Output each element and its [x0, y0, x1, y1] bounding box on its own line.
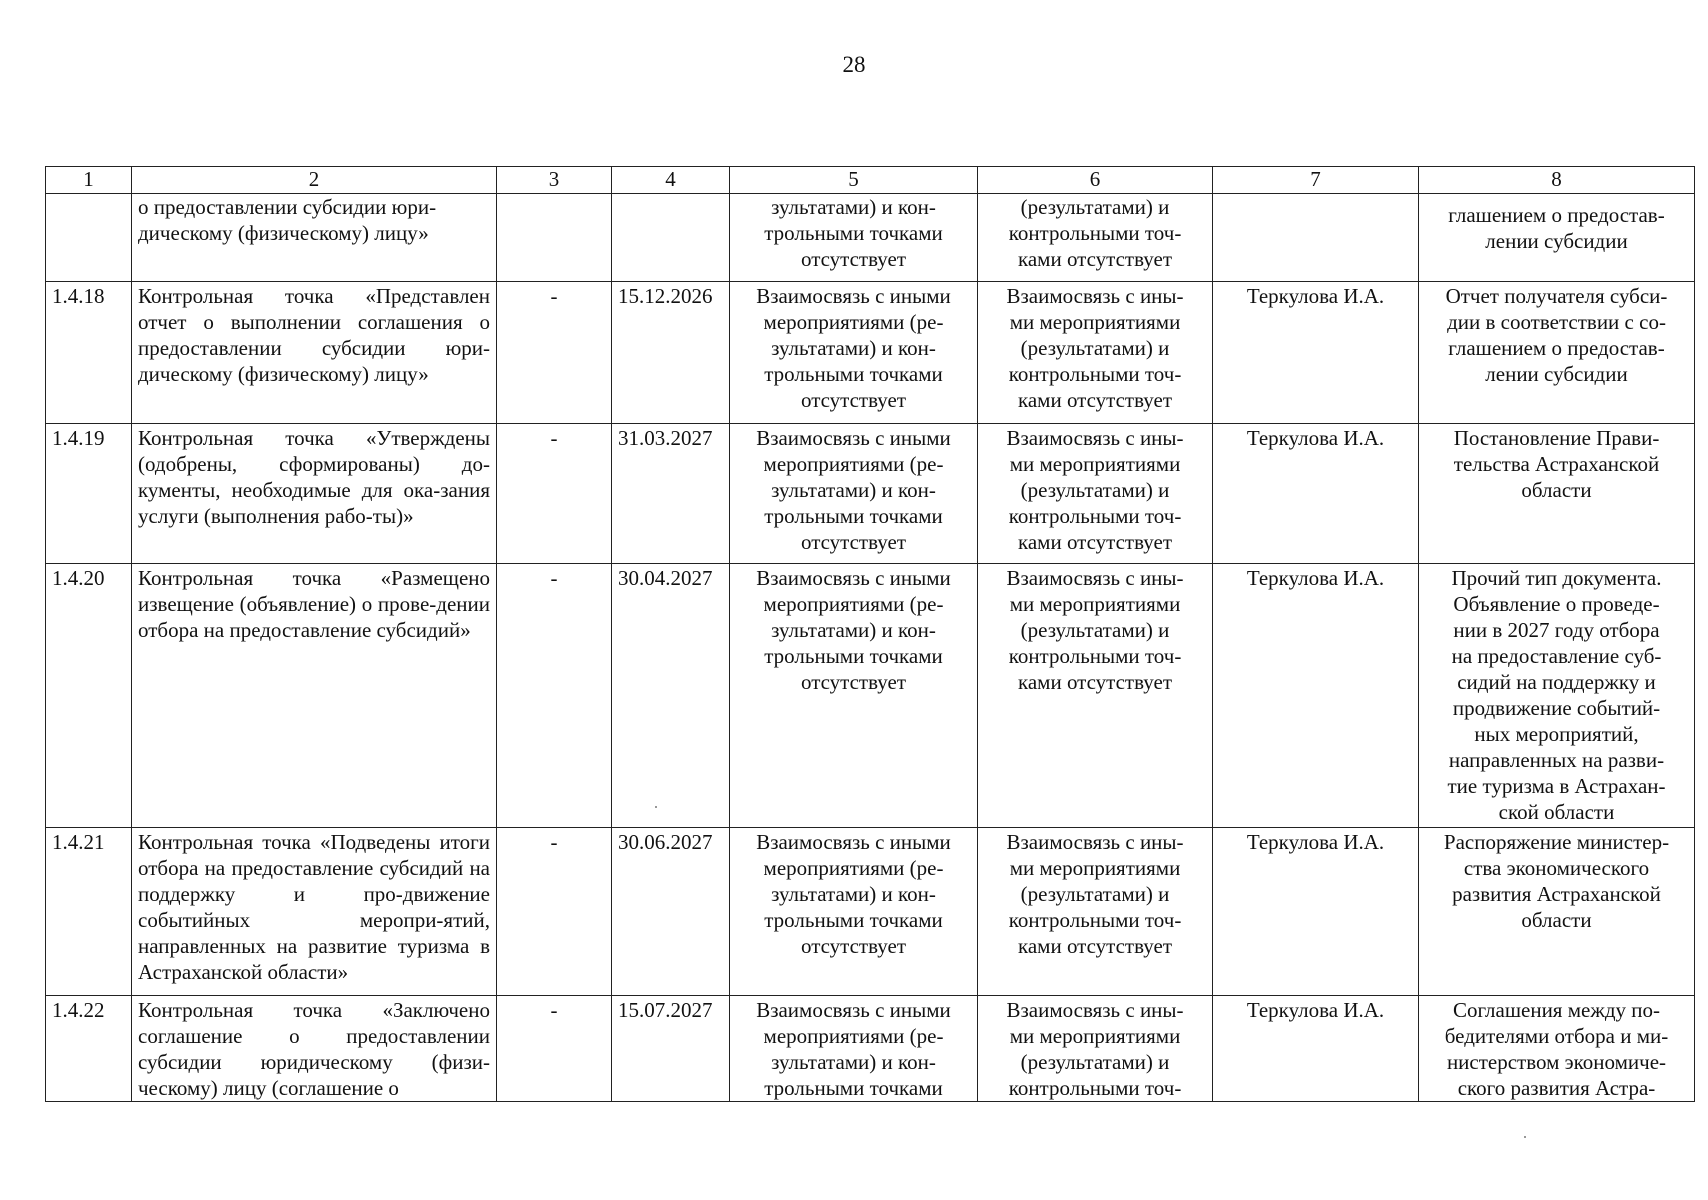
document-cell: Постановление Прави- тельства Астраханской области: [1419, 424, 1695, 564]
responsible-cell: Теркулова И.А.: [1213, 282, 1419, 424]
num-cell: 1.4.22: [46, 996, 132, 1102]
relationship-cell-2: (результатами) и контрольными точ- ками отсутствует: [978, 194, 1213, 282]
table-row: [46, 828, 1695, 996]
document-cell: Прочий тип документа. Объявление о проведе- нии в 2027 году отбора на предоставление суб- сидий на поддержку и продвижение событий- ных мероприятий, направленных на разви- тие туризма в Астрахан- ской области: [1419, 564, 1695, 828]
header-cell: 7: [1213, 167, 1419, 194]
header-cell: 3: [497, 167, 612, 194]
relationship-cell: Взаимосвязь с иными мероприятиями (ре- зультатами) и кон- трольными точками отсутствует: [730, 424, 978, 564]
num-cell: 1.4.20: [46, 564, 132, 828]
dash-cell: [497, 194, 612, 282]
relationship-cell-2: Взаимосвязь с ины- ми мероприятиями (результатами) и контрольными точ- ками отсутствует: [978, 828, 1213, 996]
relationship-cell: Взаимосвязь с иными мероприятиями (ре- зультатами) и кон- трольными точками отсутствует: [730, 282, 978, 424]
responsible-cell: Теркулова И.А.: [1213, 564, 1419, 828]
document-cell: глашением о предостав- лении субсидии: [1419, 194, 1695, 282]
date-cell: 15.07.2027: [612, 996, 730, 1102]
header-cell: 6: [978, 167, 1213, 194]
date-cell: 30.06.2027: [612, 828, 730, 996]
table-row: [46, 282, 1695, 424]
document-cell: Распоряжение министер- ства экономического развития Астраханской области: [1419, 828, 1695, 996]
page-number: 28: [842, 52, 866, 77]
relationship-cell: Взаимосвязь с иными мероприятиями (ре- зультатами) и кон- трольными точками отсутствует: [730, 564, 978, 828]
relationship-cell-2: Взаимосвязь с ины- ми мероприятиями (результатами) и контрольными точ- ками отсутствует: [978, 564, 1213, 828]
num-cell: [46, 194, 132, 282]
responsible-cell: Теркулова И.А.: [1213, 996, 1419, 1102]
dash-cell: -: [497, 564, 612, 828]
header-cell: 5: [730, 167, 978, 194]
num-cell: 1.4.18: [46, 282, 132, 424]
responsible-cell: Теркулова И.А.: [1213, 828, 1419, 996]
header-cell: 2: [132, 167, 497, 194]
dash-cell: -: [497, 424, 612, 564]
relationship-cell-2: Взаимосвязь с ины- ми мероприятиями (результатами) и контрольными точ- ками отсутствует: [978, 282, 1213, 424]
date-cell: [612, 194, 730, 282]
name-cell: Контрольная точка «Заключено соглашение о предоставлении субсидии юридическому (физи-ческому) лицу (соглашение о: [132, 996, 497, 1102]
scan-dot: [655, 806, 657, 808]
responsible-cell: Теркулова И.А.: [1213, 424, 1419, 564]
document-cell: Соглашения между по- бедителями отбора и ми- нистерством экономиче- ского развития Астра-: [1419, 996, 1695, 1102]
date-cell: 30.04.2027: [612, 564, 730, 828]
relationship-cell-2: Взаимосвязь с ины- ми мероприятиями (результатами) и контрольными точ-: [978, 996, 1213, 1102]
name-cell: о предоставлении субсидии юри- дическому (физическому) лицу»: [132, 194, 497, 282]
date-cell: 31.03.2027: [612, 424, 730, 564]
table-row: [46, 424, 1695, 564]
num-cell: 1.4.19: [46, 424, 132, 564]
num-cell: 1.4.21: [46, 828, 132, 996]
relationship-cell: Взаимосвязь с иными мероприятиями (ре- зультатами) и кон- трольными точками отсутствует: [730, 828, 978, 996]
relationship-cell-2: Взаимосвязь с ины- ми мероприятиями (результатами) и контрольными точ- ками отсутствует: [978, 424, 1213, 564]
name-cell: Контрольная точка «Подведены итоги отбора на предоставление субсидий на поддержку и про-движение событийных меропри-ятий, направленных на развитие туризма в Астраханской области»: [132, 828, 497, 996]
header-row: [46, 167, 1695, 194]
relationship-cell: Взаимосвязь с иными мероприятиями (ре- зультатами) и кон- трольными точками: [730, 996, 978, 1102]
table-row: [46, 564, 1695, 828]
dash-cell: -: [497, 996, 612, 1102]
dash-cell: -: [497, 282, 612, 424]
responsible-cell: [1213, 194, 1419, 282]
header-cell: 1: [46, 167, 132, 194]
name-cell: Контрольная точка «Представлен отчет о выполнении соглашения о предоставлении субсидии юри-дическому (физическому) лицу»: [132, 282, 497, 424]
date-cell: 15.12.2026: [612, 282, 730, 424]
name-cell: Контрольная точка «Утверждены (одобрены, сформированы) до-кументы, необходимые для ока-зания услуги (выполнения рабо-ты)»: [132, 424, 497, 564]
table-row: [46, 996, 1695, 1102]
dash-cell: -: [497, 828, 612, 996]
scan-dot: [1524, 1136, 1526, 1138]
name-cell: Контрольная точка «Размещено извещение (объявление) о прове-дении отбора на предоставление субсидий»: [132, 564, 497, 828]
continuation-row: [46, 194, 1695, 282]
header-cell: 8: [1419, 167, 1695, 194]
relationship-cell: зультатами) и кон- трольными точками отсутствует: [730, 194, 978, 282]
control-points-table: [45, 166, 1695, 1102]
document-cell: Отчет получателя субси- дии в соответствии с со- глашением о предостав- лении субсидии: [1419, 282, 1695, 424]
header-cell: 4: [612, 167, 730, 194]
